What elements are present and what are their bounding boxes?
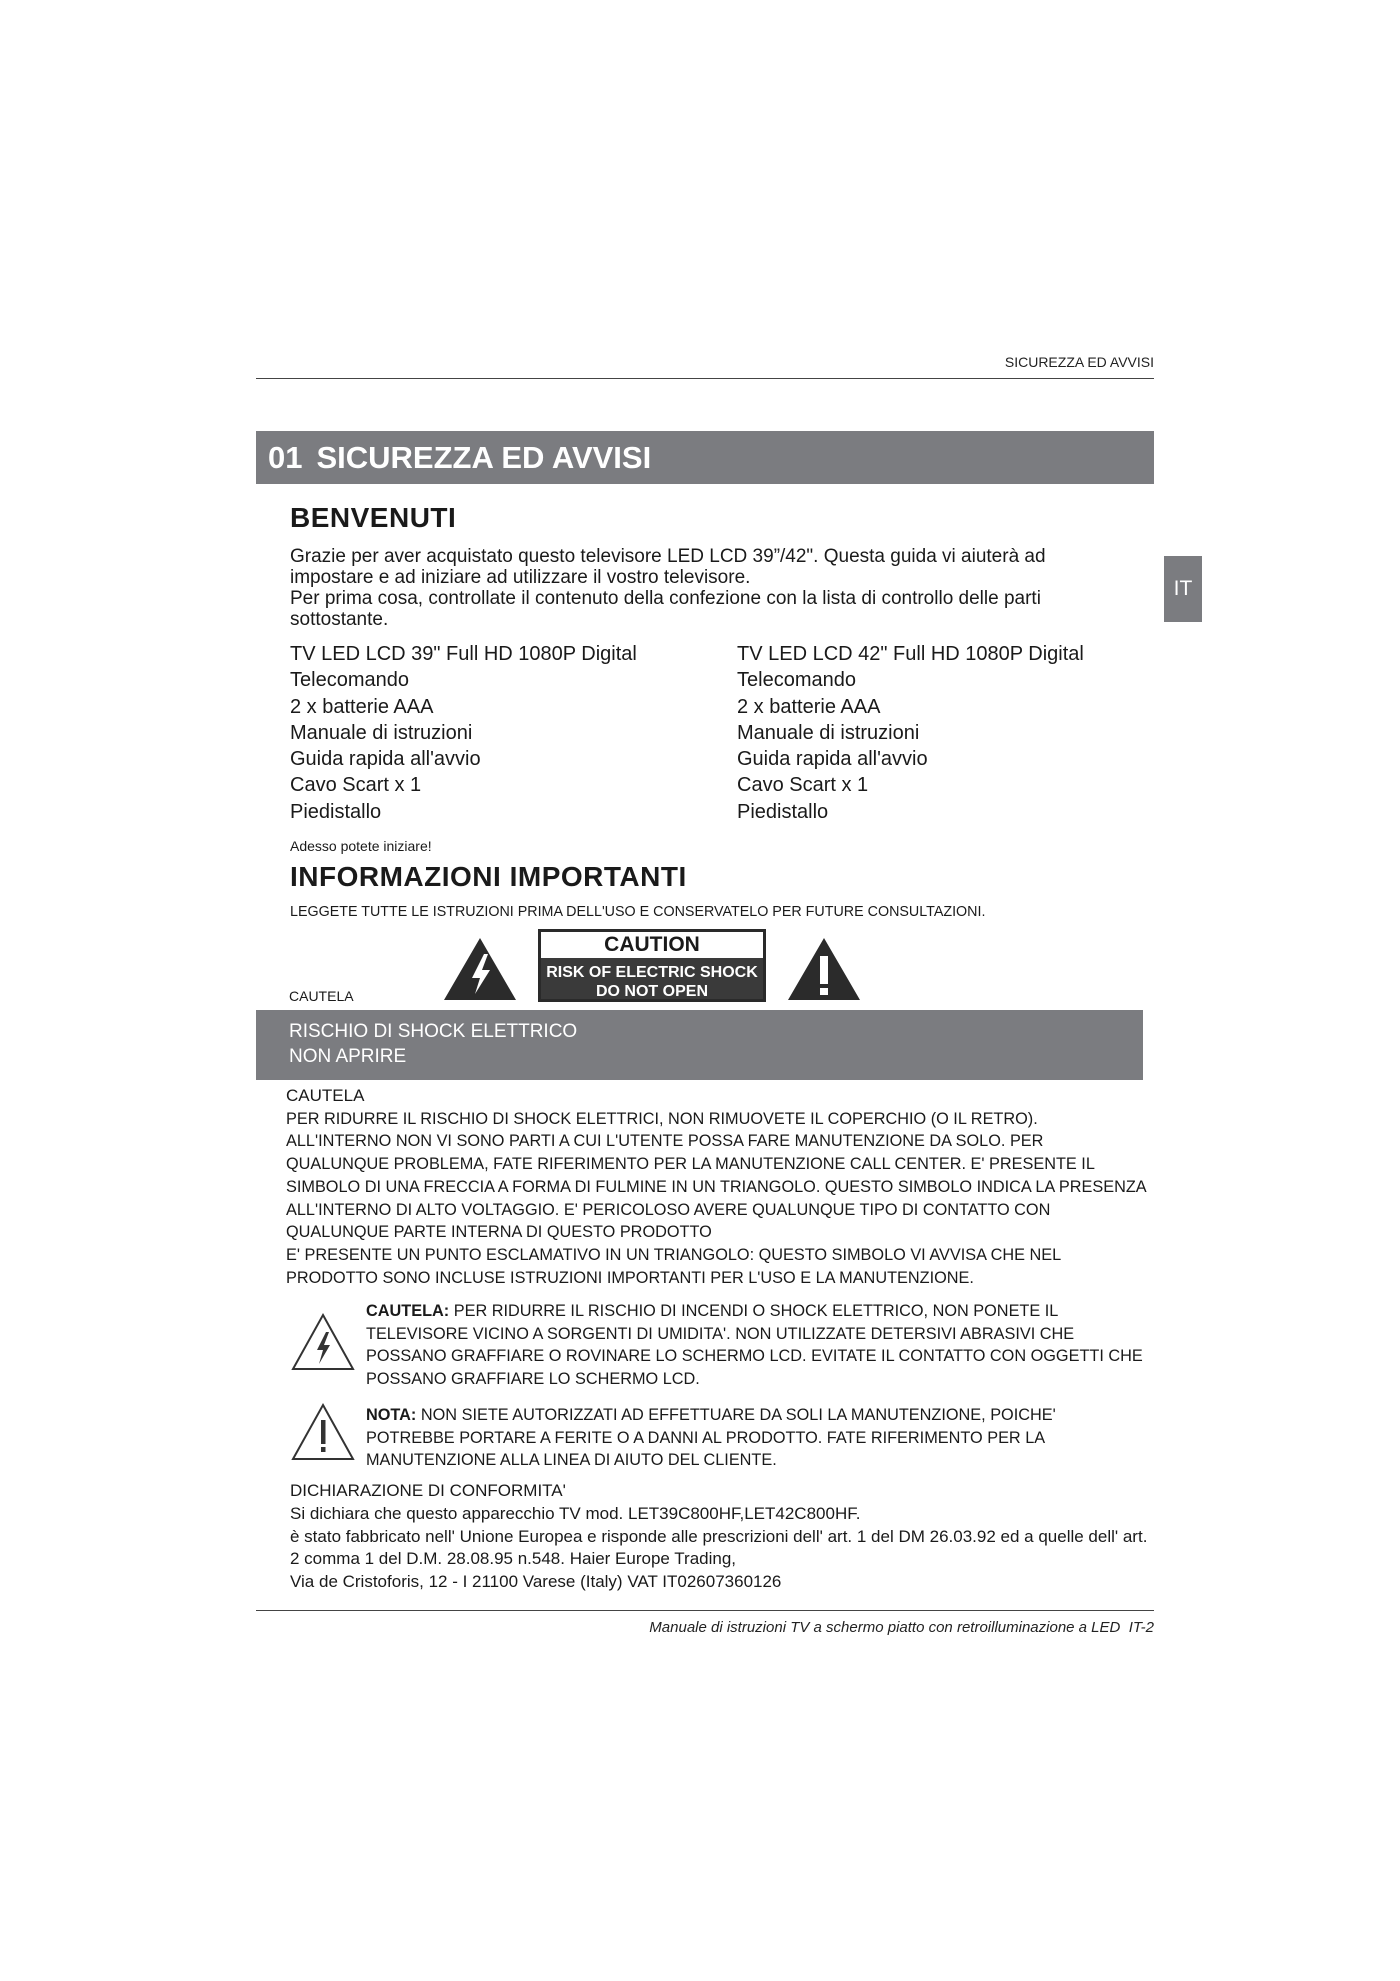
shock-warning-band bbox=[256, 1010, 1143, 1080]
band-line-1: RISCHIO DI SHOCK ELETTRICO bbox=[289, 1021, 578, 1042]
welcome-paragraph-2: Per prima cosa, controllate il contenuto della confezione con la lista di controllo delle parti sottostante. bbox=[290, 588, 1041, 630]
declaration-line-1: Si dichiara che questo apparecchio TV mod. LET39C800HF,LET42C800HF. bbox=[290, 1503, 861, 1523]
list-item: Telecomando bbox=[737, 669, 856, 692]
caution-note bbox=[366, 1300, 1146, 1391]
list-item: Cavo Scart x 1 bbox=[290, 774, 422, 797]
caution-sign-line-1: RISK OF ELECTRIC SHOCK bbox=[546, 964, 758, 981]
caution-sign bbox=[538, 929, 766, 1002]
band-line-2: NON APRIRE bbox=[289, 1046, 407, 1067]
lightning-warning-icon bbox=[442, 936, 518, 1002]
welcome-heading: BENVENUTI bbox=[290, 502, 457, 533]
caution-note-text: PER RIDURRE IL RISCHIO DI INCENDI O SHOCK ELETTRICO, NON PONETE IL TELEVISORE VICINO A SORGENTI DI UMIDITA'. NON UTILIZZATE DETERSIVI ABRASIVI CHE POSSANO GRAFFIARE O ROVINARE LO SCHERMO LCD. EVITATE IL CONTATTO CON OGGETTI CHE POSSANO GRAFFIARE LO SCHERMO LCD. bbox=[366, 1302, 1143, 1389]
caution-body-title: CAUTELA bbox=[286, 1086, 365, 1105]
list-item: Manuale di istruzioni bbox=[737, 721, 920, 744]
chapter-number: 01 bbox=[268, 440, 303, 475]
welcome-intro bbox=[290, 546, 1130, 630]
list-item: Piedistallo bbox=[737, 800, 829, 823]
lightning-triangle-icon bbox=[290, 1312, 356, 1372]
exclamation-triangle-icon bbox=[290, 1402, 356, 1462]
declaration-line-2: è stato fabbricato nell' Unione Europea e risponde alle prescrizioni dell' art. 1 del DM 26.03.92 ed a quelle dell' art. 2 comma 1 del D.M. 28.08.95 n.548. Haier Europe Trading, bbox=[290, 1526, 1148, 1569]
footer-text: Manuale di istruzioni TV a schermo piatto con retroilluminazione a LED bbox=[649, 1619, 1121, 1636]
caution-body-text-1: PER RIDURRE IL RISCHIO DI SHOCK ELETTRICI, NON RIMUOVETE IL COPERCHIO (O IL RETRO). ALL'INTERNO NON VI SONO PARTI A CUI L'UTENTE POSSA FARE MANUTENZIONE DA SOLO. PER QUALUNQUE PROBLEMA, FATE RIFERIMENTO PER LA MANUTENZIONE CALL CENTER. E' PRESENTE IL SIMBOLO DI UNA FRECCIA A FORMA DI FULMINE IN UN TRIANGOLO. QUESTO SIMBOLO INDICA LA PRESENZA ALL'INTERNO DI ALTO VOLTAGGIO. E' PERICOLOSO AVERE QUALUNQUE TIPO DI CONTATTO CON QUALUNQUE PARTE INTERNA DI QUESTO PRODOTTO bbox=[286, 1109, 1146, 1242]
page-number: IT-2 bbox=[1128, 1619, 1154, 1636]
list-item: TV LED LCD 39" Full HD 1080P Digital bbox=[290, 643, 637, 665]
nota-note-text: NON SIETE AUTORIZZATI AD EFFETTUARE DA SOLI LA MANUTENZIONE, POICHE' POTREBBE PORTARE A FERITE O A DANNI AL PRODOTTO. FATE RIFERIMENTO PER LA MANUTENZIONE ALLA LINEA DI AIUTO DEL CLIENTE. bbox=[366, 1406, 1056, 1470]
nota-note-label: NOTA: bbox=[366, 1406, 417, 1424]
list-item: 2 x batterie AAA bbox=[737, 695, 881, 718]
welcome-closing: Adesso potete iniziare! bbox=[290, 838, 432, 854]
chapter-title-bar bbox=[256, 431, 1154, 484]
list-item: Cavo Scart x 1 bbox=[737, 774, 869, 797]
nota-note bbox=[366, 1404, 1146, 1472]
contents-list-42 bbox=[737, 641, 1157, 825]
caution-sign-line-2: DO NOT OPEN bbox=[595, 983, 708, 1000]
list-item: TV LED LCD 42" Full HD 1080P Digital bbox=[737, 643, 1084, 665]
caution-note-label: CAUTELA: bbox=[366, 1302, 450, 1320]
page-footer bbox=[560, 1619, 1154, 1636]
important-subtitle: LEGGETE TUTTE LE ISTRUZIONI PRIMA DELL'USO E CONSERVATELO PER FUTURE CONSULTAZIONI. bbox=[290, 904, 986, 920]
list-item: Telecomando bbox=[290, 669, 409, 692]
list-item: 2 x batterie AAA bbox=[290, 695, 434, 718]
language-tab: IT bbox=[1164, 556, 1202, 622]
contents-list-39 bbox=[290, 641, 710, 825]
caution-body-text-2: E' PRESENTE UN PUNTO ESCLAMATIVO IN UN TRIANGOLO: QUESTO SIMBOLO VI AVVISA CHE NEL PRODOTTO SONO INCLUSE ISTRUZIONI IMPORTANTI PER L'USO E LA MANUTENZIONE. bbox=[286, 1245, 1061, 1287]
declaration-title: DICHIARAZIONE DI CONFORMITA' bbox=[290, 1481, 566, 1500]
header-rule bbox=[256, 378, 1154, 379]
exclamation-warning-icon bbox=[786, 936, 862, 1002]
important-heading: INFORMAZIONI IMPORTANTI bbox=[290, 861, 687, 892]
list-item: Manuale di istruzioni bbox=[290, 721, 473, 744]
chapter-title: SICUREZZA ED AVVISI bbox=[316, 440, 652, 475]
declaration-line-3: Via de Cristoforis, 12 - I 21100 Varese (Italy) VAT IT02607360126 bbox=[290, 1572, 782, 1592]
list-item: Guida rapida all'avvio bbox=[737, 748, 928, 771]
list-item: Piedistallo bbox=[290, 800, 382, 823]
cautela-label: CAUTELA bbox=[289, 988, 354, 1004]
caution-body bbox=[286, 1085, 1146, 1289]
list-item: Guida rapida all'avvio bbox=[290, 748, 481, 771]
footer-rule bbox=[256, 1610, 1154, 1611]
running-header: SICUREZZA ED AVVISI bbox=[1004, 354, 1154, 370]
declaration-of-conformity bbox=[290, 1480, 1150, 1594]
welcome-paragraph-1: Grazie per aver acquistato questo televisore LED LCD 39”/42". Questa guida vi aiuterà ad impostare e ad iniziare ad utilizzare il vostro televisore. bbox=[290, 546, 1046, 588]
caution-sign-title: CAUTION bbox=[541, 932, 763, 958]
